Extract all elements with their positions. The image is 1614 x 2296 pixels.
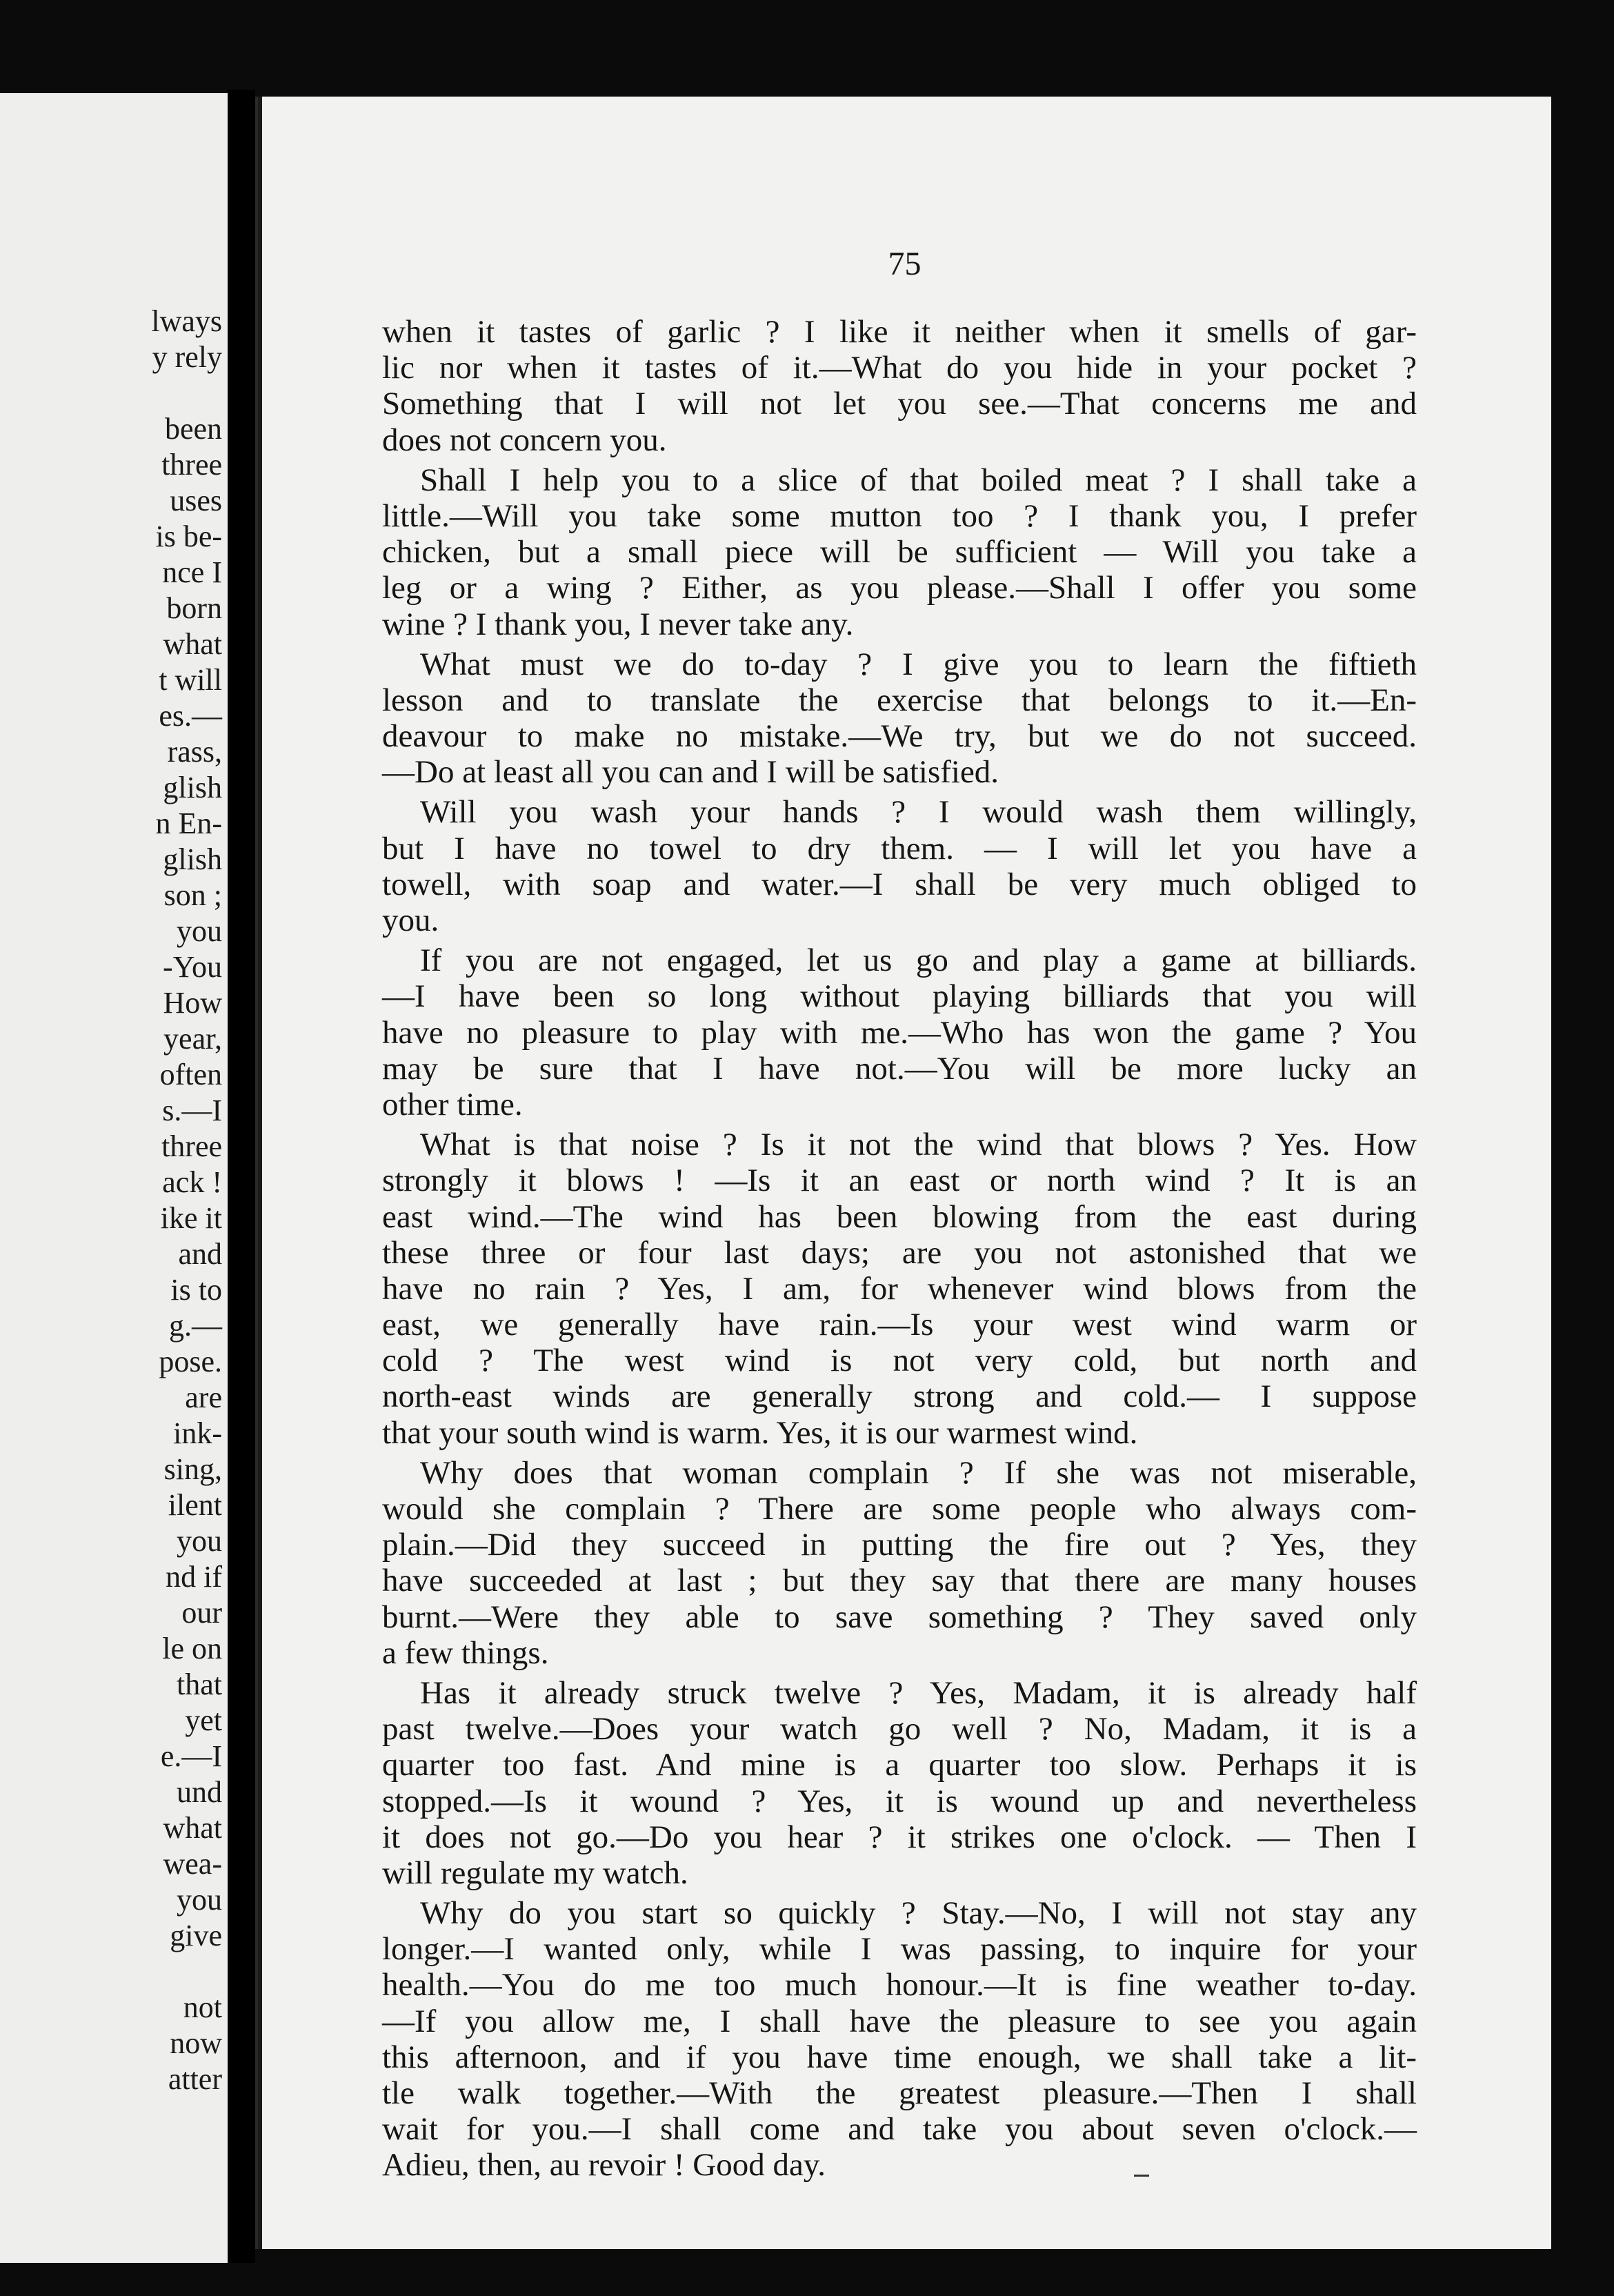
text-line: wine ? I thank you, I never take any. — [382, 606, 854, 642]
text-line: Has it already struck twelve ? Yes, Madam, it is already half — [420, 1674, 1417, 1711]
left-page-line: you — [177, 1883, 222, 1917]
text-line: health.—You do me too much honour.—It is fine weather to-day. — [382, 1967, 1417, 2003]
text-line: lic nor when it tastes of it.—What do you hide in your pocket ? — [382, 350, 1417, 386]
left-page-line: ink- — [173, 1416, 222, 1450]
left-page-line: born — [166, 591, 222, 625]
text-line: If you are not engaged, let us go and play a game at billiards. — [420, 942, 1417, 979]
paragraph — [382, 314, 1417, 458]
text-line: past twelve.—Does your watch go well ? No, Madam, it is a — [382, 1711, 1417, 1748]
paragraph — [382, 794, 1417, 938]
left-page-line: that — [177, 1667, 222, 1701]
left-page-line: es.— — [159, 699, 222, 733]
left-page-line: n En- — [155, 806, 222, 840]
right-page — [255, 97, 1551, 2249]
left-page-line: t will — [159, 663, 222, 697]
left-page-line: wea- — [163, 1847, 222, 1881]
book-spine — [228, 90, 255, 2263]
text-line: but I have no towel to dry them. — I will let you have a — [382, 830, 1417, 867]
text-line: may be sure that I have not.—You will be more lucky an — [382, 1050, 1417, 1087]
paragraph — [382, 1895, 1417, 2184]
text-line: when it tastes of garlic ? I like it neither when it smells of gar- — [382, 314, 1417, 350]
left-page-line: what — [163, 1811, 222, 1845]
text-line: strongly it blows ! —Is it an east or north wind ? It is an — [382, 1162, 1417, 1199]
left-page-line: what — [163, 627, 222, 661]
left-page-line: ilent — [168, 1488, 222, 1522]
text-line: Adieu, then, au revoir ! Good day. — [382, 2147, 826, 2184]
text-line: east wind.—The wind has been blowing from the east during — [382, 1198, 1417, 1235]
left-page-line: is be- — [155, 519, 222, 553]
paragraph — [382, 646, 1417, 791]
left-page-line: you — [177, 1524, 222, 1558]
text-line: other time. — [382, 1086, 523, 1122]
text-line: north-east winds are generally strong and cold.— I suppose — [382, 1378, 1417, 1415]
left-page-line: give — [170, 1919, 222, 1952]
left-page-line: uses — [170, 484, 222, 517]
text-line: east, we generally have rain.—Is your west wind warm or — [382, 1307, 1417, 1343]
text-line: What must we do to-day ? I give you to learn the fiftieth — [420, 646, 1417, 682]
text-block — [382, 314, 1417, 2184]
left-page-line: often — [159, 1058, 222, 1091]
text-line: cold ? The west wind is not very cold, but north and — [382, 1343, 1417, 1379]
left-page-line: ike it — [160, 1201, 222, 1235]
text-line: —I have been so long without playing billiards that you will — [382, 978, 1417, 1015]
left-page-line: glish — [163, 842, 222, 876]
left-page-line: g.— — [169, 1309, 222, 1343]
left-page-line: How — [163, 986, 222, 1020]
text-line: will regulate my watch. — [382, 1854, 688, 1891]
left-page-line: now — [170, 2026, 222, 2060]
text-line: Something that I will not let you see.—That concerns me and — [382, 386, 1417, 422]
text-line: it does not go.—Do you hear ? it strikes one o'clock. — Then I — [382, 1819, 1417, 1855]
left-page-line: nce I — [162, 555, 222, 589]
text-line: burnt.—Were they able to save something ? They saved only — [382, 1599, 1417, 1635]
paragraph — [382, 1455, 1417, 1671]
left-page-line: lways — [151, 304, 222, 338]
text-line: lesson and to translate the exercise that belongs to it.—En- — [382, 682, 1417, 718]
text-line: towell, with soap and water.—I shall be very much obliged to — [382, 866, 1417, 902]
left-page-line: not — [183, 1990, 222, 2024]
text-line: stopped.—Is it wound ? Yes, it is wound up and nevertheless — [382, 1783, 1417, 1819]
page-rule — [258, 97, 262, 2249]
left-page-line: son ; — [163, 878, 222, 912]
text-line: these three or four last days; are you not astonished that we — [382, 1234, 1417, 1271]
left-page-line: ack ! — [162, 1165, 222, 1199]
left-page-line: atter — [168, 2062, 222, 2096]
left-page-line: been — [164, 412, 222, 446]
text-line: deavour to make no mistake.—We try, but we do not succeed. — [382, 718, 1417, 755]
left-page-line: -You — [162, 950, 222, 984]
bottom-mark — [1134, 2175, 1149, 2177]
text-line: Why do you start so quickly ? Stay.—No, I will not stay any — [420, 1895, 1417, 1932]
text-line: have no pleasure to play with me.—Who has won the game ? You — [382, 1014, 1417, 1051]
text-line: little.—Will you take some mutton too ? I thank you, I prefer — [382, 497, 1417, 534]
text-line: What is that noise ? Is it not the wind that blows ? Yes. How — [420, 1127, 1417, 1163]
text-line: Why does that woman complain ? If she was not miserable, — [420, 1454, 1417, 1491]
left-page-line: are — [185, 1380, 222, 1414]
text-line: Shall I help you to a slice of that boiled meat ? I shall take a — [420, 462, 1417, 498]
text-line: you. — [382, 902, 439, 938]
left-page-line: you — [177, 914, 222, 948]
text-line: plain.—Did they succeed in putting the fire out ? Yes, they — [382, 1527, 1417, 1563]
text-line: does not concern you. — [382, 422, 667, 458]
text-line: have no rain ? Yes, I am, for whenever wind blows from the — [382, 1270, 1417, 1307]
text-line: wait for you.—I shall come and take you about seven o'clock.— — [382, 2111, 1417, 2148]
left-page-fragment — [0, 93, 243, 2263]
left-page-line: pose. — [159, 1345, 222, 1378]
left-page-line: yet — [185, 1703, 222, 1737]
left-page-line: is to — [170, 1273, 222, 1307]
left-page-line: sing, — [163, 1452, 222, 1486]
left-page-line: glish — [163, 771, 222, 804]
left-page-line: and — [178, 1237, 222, 1271]
text-line: leg or a wing ? Either, as you please.—Shall I offer you some — [382, 570, 1417, 606]
text-line: this afternoon, and if you have time enough, we shall take a lit- — [382, 2039, 1417, 2075]
text-line: tle walk together.—With the greatest pleasure.—Then I shall — [382, 2075, 1417, 2111]
text-line: chicken, but a small piece will be sufficient — Will you take a — [382, 534, 1417, 571]
text-line: Will you wash your hands ? I would wash them willingly, — [420, 794, 1417, 831]
text-line: quarter too fast. And mine is a quarter too slow. Perhaps it is — [382, 1747, 1417, 1783]
text-line: longer.—I wanted only, while I was passing, to inquire for your — [382, 1931, 1417, 1968]
left-page-line: y rely — [152, 340, 222, 374]
left-page-line: s.—I — [162, 1093, 222, 1127]
text-line: would she complain ? There are some people who always com- — [382, 1491, 1417, 1527]
text-line: —Do at least all you can and I will be satisfied. — [382, 754, 999, 791]
left-page-line: three — [161, 448, 222, 482]
left-page-line: nd if — [166, 1560, 222, 1594]
left-page-line: und — [177, 1775, 222, 1809]
left-page-line: our — [181, 1596, 222, 1630]
paragraph — [382, 942, 1417, 1122]
left-page-line: three — [161, 1129, 222, 1163]
text-line: —If you allow me, I shall have the pleasure to see you again — [382, 2003, 1417, 2039]
left-page-line: year, — [163, 1022, 222, 1056]
text-line: that your south wind is warm. Yes, it is our warmest wind. — [382, 1414, 1138, 1451]
left-page-line: rass, — [167, 735, 222, 769]
page-number: 75 — [888, 246, 921, 282]
left-page-line: le on — [162, 1632, 222, 1665]
text-line: a few things. — [382, 1634, 549, 1671]
text-line: have succeeded at last ; but they say that there are many houses — [382, 1563, 1417, 1599]
left-page-line: e.—I — [160, 1739, 222, 1773]
paragraph — [382, 462, 1417, 642]
paragraph — [382, 1675, 1417, 1891]
paragraph — [382, 1127, 1417, 1451]
